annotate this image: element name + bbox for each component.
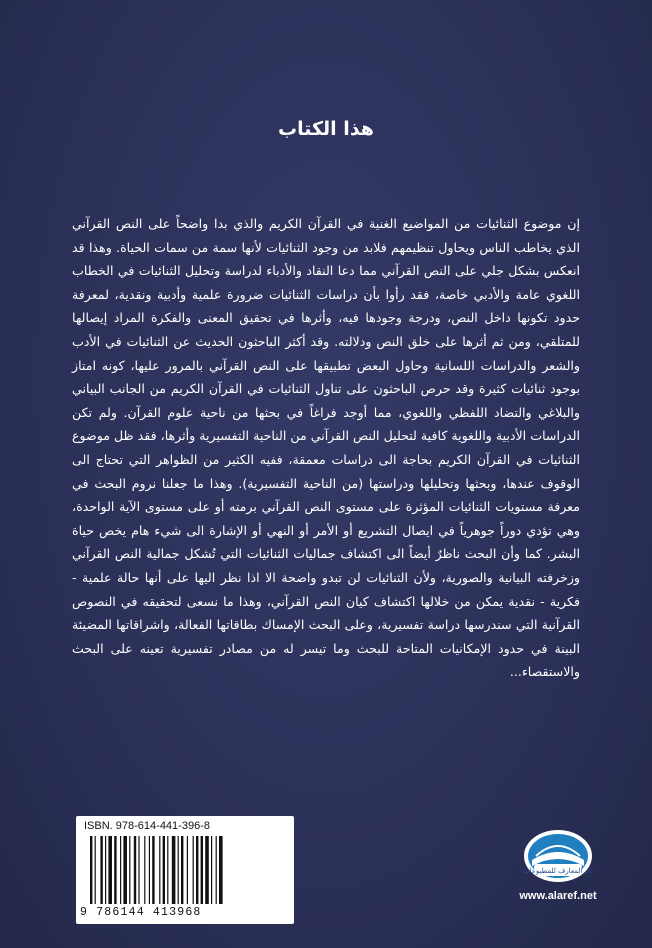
svg-text:دار المعارف للمطبوعات: دار المعارف للمطبوعات	[522, 867, 594, 875]
cover-title: هذا الكتاب	[278, 118, 374, 140]
barcode-label	[76, 816, 294, 924]
cover-blurb: إن موضوع الثنائيات من المواضيع الغنية في القرآن الكريم والذي بدا واضحاً على النص القرآني الذي يخاطب الناس ويحاول تنظيمهم فلابد من وجود الثنائيات لأنها سمة من سمات الحياة. وهذا قد انعكس بشكل جلي على النص القرآني مما دعا النقاد والأدباء لدراسة وتحليل الثنائيات في الخطاب اللغوي عامة والأدبي خاصة، فقد رأوا بأن دراسات الثنائيات ضرورة علمية وأدبية ونقدية، لمعرفة حدود تكونها داخل النص، ودرجة وجودها فيه، وأثرها في تحقيق المعنى والفكرة المراد إيصالها للمتلقي، ومن ثم أثرها على خلق النص ودلالته. وقد أكثر الباحثون الحديث عن الثنائيات في الأدب والشعر والدراسات اللسانية وحاول البعض تطبيقها على النص القرآني بالمرور عليها، كونه امتاز بوجود ثنائيات كثيرة وقد حرص الباحثون على تناول الثنائيات في القرآن الكريم من الجانب البياني والبلاغي والتضاد اللفظي واللغوي، مما أوجد فراغاً في بحثها من ناحية علوم القرآن. ولم تكن الدراسات الأدبية واللغوية كافية لتحليل النص القرآني من الناحية التفسيرية وأثرها، فقد ظل موضوع الثنائيات في القرآن الكريم بحاجة الى دراسات معمقة، ففيه الكثير من الظواهر التي تحتاج الى الوقوف عندها، وبحثها وتحليلها ودراستها (من الناحية التفسيرية). وهذا ما جعلنا نروم البحث في معرفة مستويات الثنائيات المؤثرة على مستوى النص القرآني برمته أو على مستوى الآية الواحدة، وهي تؤدي دوراً جوهرياً في ايصال التشريع أو الأمر أو النهي أو الإشارة الى شيء هام يخص حياة البشر. كما وأن البحث ناظرٌ أيضاً الى اكتشاف جماليات الثنائيات التي تُشكل جمالية النص القرآني وزخرفته البيانية والصورية، ولأن الثنائيات لن تبدو واضحة الا اذا نظر اليها على أنها حالة علمية - فكرية - نقدية يمكن من خلالها اكتشاف كيان النص القرآني، وهذا ما نسعى لتحقيقه في النصوص القرآنية التي سندرسها دراسة تفسيرية، وعلى البحث الإمساك بطاقاتها الفعالة، واشراقاتها المضيئة البينة في حدود الإمكانيات المتاحة للبحث وما تيسر له من مصادر تفسيرية تعينه على البحث والاستقصاء...	[72, 216, 580, 680]
barcode-icon	[90, 836, 286, 904]
publisher-logo-icon	[520, 826, 596, 886]
isbn-text: ISBN. 978-614-441-396-8	[84, 820, 210, 832]
publisher-website: www.alaref.net	[519, 890, 597, 902]
barcode-digits: 9 786144 413968	[80, 906, 202, 919]
